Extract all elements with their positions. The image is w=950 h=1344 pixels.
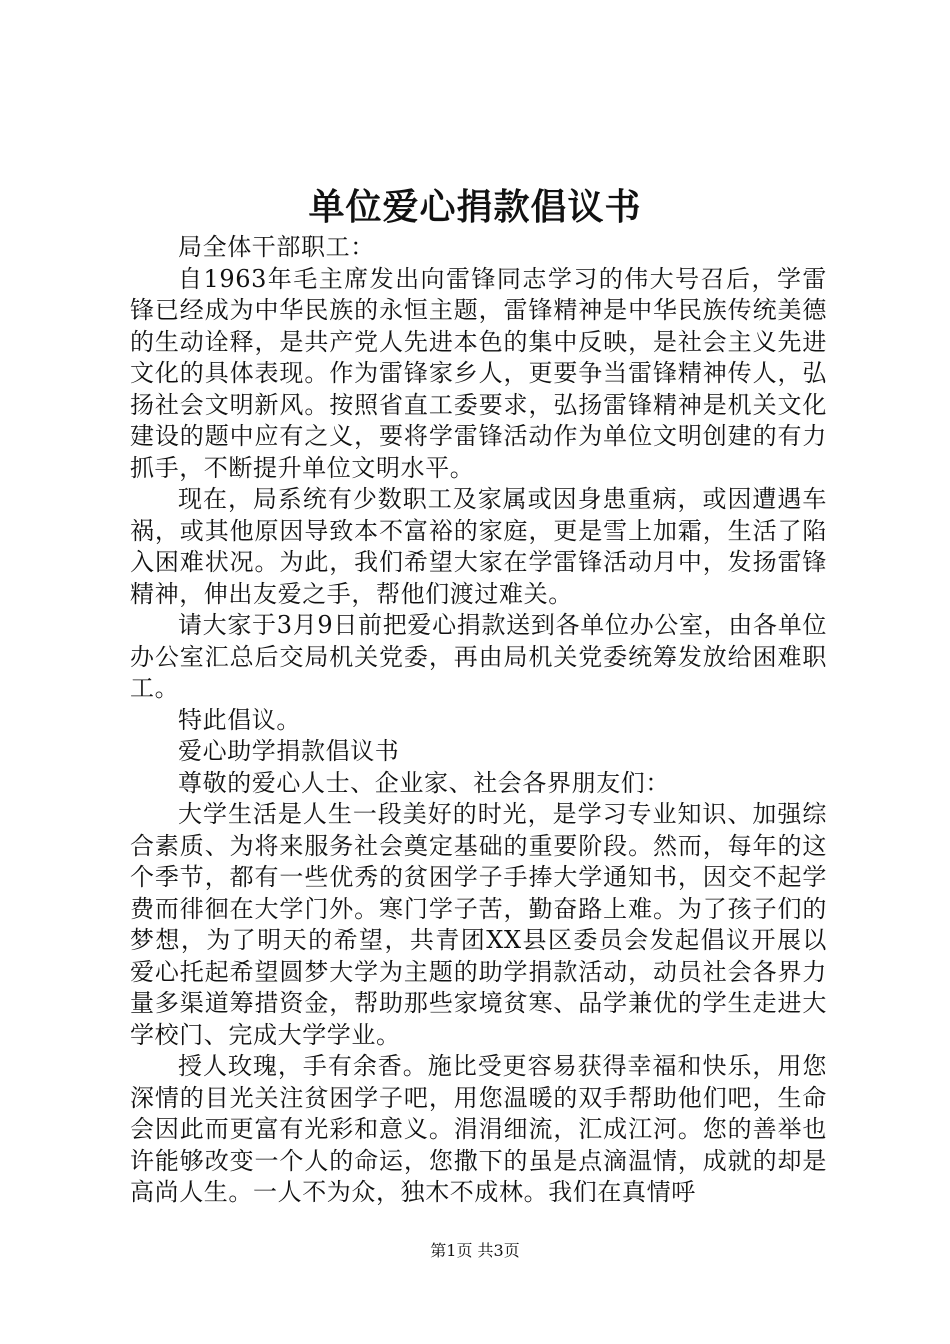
paragraph-difficulties: 现在，局系统有少数职工及家属或因身患重病，或因遭遇车祸，或其他原因导致本不富裕的家庭，更是雪上加霜，生活了陷入困难状况。为此，我们希望大家在学雷锋活动月中，发扬雷锋精神，伸出友爱之手，帮他们渡过难关。: [130, 485, 827, 608]
second-salutation: 尊敬的爱心人士、企业家、社会各界朋友们：: [178, 768, 670, 797]
paragraph-university-students: 大学生活是人生一段美好的时光，是学习专业知识、加强综合素质、为将来服务社会奠定基础的重要阶段。然而，每年的这个季节，都有一些优秀的贫困学子手捧大学通知书，因交不起学费而徘徊在大学门外。寒门学子苦，勤奋路上难。为了孩子们的梦想，为了明天的希望，共青团XX县区委员会发起倡议开展以爱心托起希望圆梦大学为主题的助学捐款活动，动员社会各界力量多渠道筹措资金，帮助那些家境贫寒、品学兼优的学生走进大学校门、完成大学学业。: [130, 800, 827, 1049]
salutation: 局全体干部职工：: [178, 233, 375, 261]
closing-remark: 特此倡议。: [178, 705, 301, 734]
page-footer: 第1页 共3页: [430, 1241, 520, 1260]
paragraph-donation-deadline: 请大家于3月9日前把爱心捐款送到各单位办公室，由各单位办公室汇总后交局机关党委，再由局机关党委统筹发放给困难职工。: [130, 611, 827, 702]
paragraph-leifeng-spirit: 自1963年毛主席发出向雷锋同志学习的伟大号召后，学雷锋已经成为中华民族的永恒主题，雷锋精神是中华民族传统美德的生动诠释，是共产党人先进本色的集中反映，是社会主义先进文化的具体表现。作为雷锋家乡人，更要争当雷锋精神传人，弘扬社会文明新风。按照省直工委要求，弘扬雷锋精神是机关文化建设的题中应有之义，要将学雷锋活动作为单位文明创建的有力抓手，不断提升单位文明水平。: [130, 264, 827, 482]
document-title: 单位爱心捐款倡议书: [308, 186, 642, 228]
section-heading: 爱心助学捐款倡议书: [178, 737, 400, 765]
paragraph-giving-roses: 授人玫瑰，手有余香。施比受更容易获得幸福和快乐，用您深情的目光关注贫困学子吧，用您温暖的双手帮助他们吧，生命会因此而更富有光彩和意义。涓涓细流，汇成江河。您的善举也许能够改变一个人的命运，您撒下的虽是点滴温情，成就的却是高尚人生。一人不为众，独木不成林。我们在真情呼: [130, 1052, 827, 1206]
document-body: [130, 232, 827, 1209]
